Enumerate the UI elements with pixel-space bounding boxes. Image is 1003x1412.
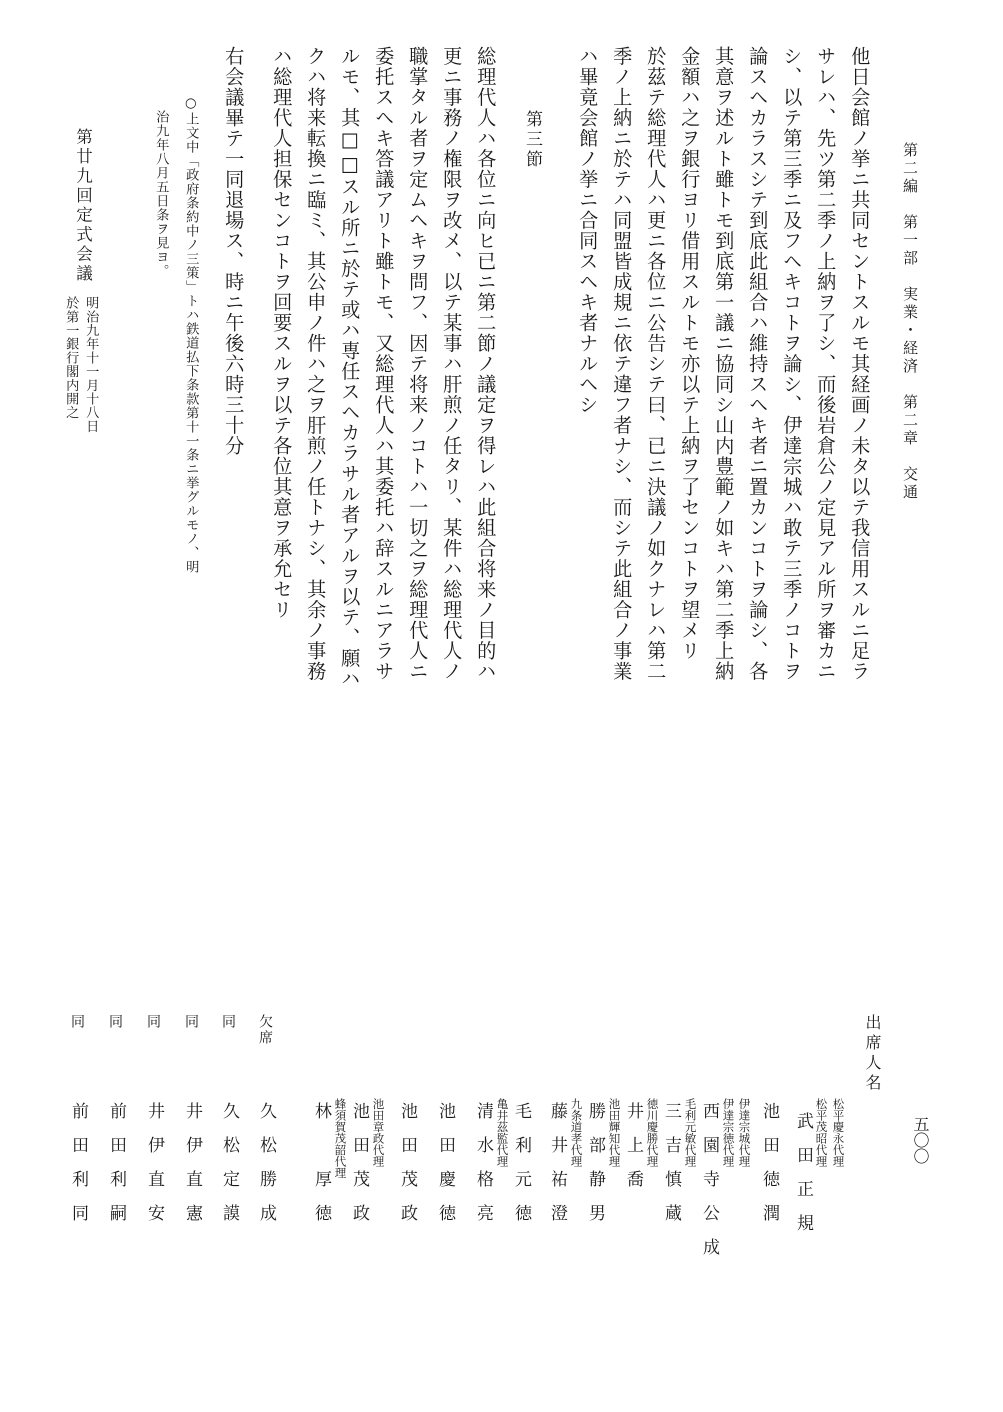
attendee-name: 藤 井 祐 澄 bbox=[547, 1102, 567, 1221]
page-number: 五〇〇 bbox=[911, 1116, 930, 1164]
text-column: 其意ヲ述ルト雖トモ到底第一議ニ協同シ山内豊範ノ如キハ第二季上納 bbox=[712, 46, 736, 682]
proxy-note: 池田輝知代理 bbox=[607, 1098, 622, 1167]
attendee-name: 西 園 寺 公 成 bbox=[699, 1102, 719, 1255]
absent-name: 久 松 定 謨 bbox=[219, 1102, 239, 1221]
text-column: 論スヘカラスシテ到底此組合ハ維持スヘキ者ニ置カンコトヲ論シ、各 bbox=[746, 46, 770, 682]
absent-name: 久 松 勝 成 bbox=[256, 1102, 276, 1221]
absent-name: 井 伊 直 安 bbox=[144, 1102, 164, 1221]
proxy-note: 松平慶永代理 bbox=[831, 1098, 846, 1167]
section-title: 第三節 bbox=[522, 110, 542, 170]
proxy-note: 徳川慶勝代理 bbox=[645, 1098, 660, 1167]
attendee-name: 林 厚 徳 bbox=[311, 1102, 331, 1221]
ditto-mark: 同 bbox=[220, 1014, 236, 1028]
absent-name: 前 田 利 嗣 bbox=[106, 1102, 126, 1221]
editorial-note: ○上文中「政府条約中ノ三策」トハ鉄道払下条款第十一条ニ挙グルモノ、明 bbox=[183, 96, 199, 574]
ditto-mark: 同 bbox=[107, 1014, 123, 1028]
text-column: 総理代人ハ各位ニ向ヒ已ニ第二節ノ議定ヲ得レハ此組合将来ノ目的ハ bbox=[474, 46, 498, 682]
attendee-name: 武 田 正 規 bbox=[793, 1112, 813, 1231]
proxy-note: 亀井茲監代理 bbox=[495, 1098, 510, 1167]
text-column: 金額ハ之ヲ銀行ヨリ借用スルトモ亦以テ上納ヲ了センコトヲ望メリ bbox=[678, 46, 702, 661]
text-column: 更ニ事務ノ権限ヲ改メ、以テ某事ハ肝煎ノ任タリ、某件ハ総理代人ノ bbox=[440, 46, 464, 682]
attendance-present-label: 出席人名 bbox=[863, 1014, 882, 1094]
proxy-note: 蜂須賀茂韶代理 bbox=[333, 1098, 348, 1179]
text-column: 右会議畢テ一同退場ス、時ニ午後六時三十分 bbox=[222, 46, 246, 456]
attendee-name: 池 田 茂 政 bbox=[349, 1102, 369, 1221]
ditto-mark: 同 bbox=[69, 1014, 85, 1028]
editorial-note: 治九年八月五日条ヲ見ヨ。 bbox=[153, 110, 169, 278]
text-column: ハ畢竟会館ノ挙ニ合同スヘキ者ナルヘシ bbox=[576, 46, 600, 415]
attendee-name: 池 田 徳 潤 bbox=[759, 1102, 779, 1221]
text-column: 於茲テ総理代人ハ更ニ各位ニ公告シテ曰、已ニ決議ノ如クナレハ第二 bbox=[644, 46, 668, 682]
text-column: ハ総理代人担保センコトヲ回要スルヲ以テ各位其意ヲ承允セリ bbox=[270, 46, 294, 620]
text-column: 委托スヘキ答議アリト雖トモ、又総理代人ハ其委托ハ辞スルニアラサ bbox=[372, 46, 396, 682]
ditto-mark: 同 bbox=[183, 1014, 199, 1028]
text-column: 職掌タル者ヲ定ムヘキヲ問フ、因テ将来ノコトハ一切之ヲ総理代人ニ bbox=[406, 46, 430, 682]
attendance-absent-label: 欠席 bbox=[257, 1014, 273, 1046]
proxy-note: 伊達宗城代理 bbox=[737, 1098, 752, 1167]
proxy-note: 松平茂昭代理 bbox=[814, 1098, 829, 1167]
absent-name: 井 伊 直 憲 bbox=[182, 1102, 202, 1221]
text-column: クハ将来転換ニ臨ミ、其公申ノ件ハ之ヲ肝煎ノ任トナシ、其余ノ事務 bbox=[304, 46, 328, 682]
proxy-note: 九条道孝代理 bbox=[569, 1098, 584, 1167]
meeting-place: 於第一銀行閣内開之 bbox=[63, 296, 79, 420]
text-column: サレハ、先ツ第二季ノ上納ヲ了シ、而後岩倉公ノ定見アル所ヲ審カニ bbox=[814, 46, 838, 682]
attendee-name: 池 田 茂 政 bbox=[397, 1102, 417, 1221]
proxy-note: 池田章政代理 bbox=[371, 1098, 386, 1167]
proxy-note: 毛利元敏代理 bbox=[683, 1098, 698, 1167]
attendee-name: 毛 利 元 徳 bbox=[511, 1102, 531, 1221]
ditto-mark: 同 bbox=[145, 1014, 161, 1028]
attendee-name: 井 上 喬 bbox=[623, 1102, 643, 1187]
attendee-name: 三 吉 慎 蔵 bbox=[661, 1102, 681, 1221]
attendee-name: 清 水 格 亮 bbox=[473, 1102, 493, 1221]
meeting-title: 第廿九回定式会議 bbox=[73, 128, 93, 284]
text-column: 他日会館ノ挙ニ共同セントスルモ其経画ノ未タ以テ我信用スルニ足ラ bbox=[848, 46, 872, 682]
attendee-name: 池 田 慶 徳 bbox=[435, 1102, 455, 1221]
proxy-note: 伊達宗徳代理 bbox=[721, 1098, 736, 1167]
text-column: シ、以テ第三季ニ及フヘキコトヲ論シ、伊達宗城ハ敢テ三季ノコトヲ bbox=[780, 46, 804, 682]
running-header: 第二編 第一部 実業・経済 第二章 交通 bbox=[901, 142, 919, 502]
attendee-name: 勝 部 静 男 bbox=[585, 1102, 605, 1221]
text-column: ルモ、其□□スル所ニ於テ或ハ専任スヘカラサル者アルヲ以テ、願ハ bbox=[338, 46, 362, 690]
meeting-date: 明治九年十一月十八日 bbox=[83, 296, 99, 433]
text-column: 季ノ上納ニ於テハ同盟皆成規ニ依テ違フ者ナシ、而シテ此組合ノ事業 bbox=[610, 46, 634, 682]
absent-name: 前 田 利 同 bbox=[68, 1102, 88, 1221]
